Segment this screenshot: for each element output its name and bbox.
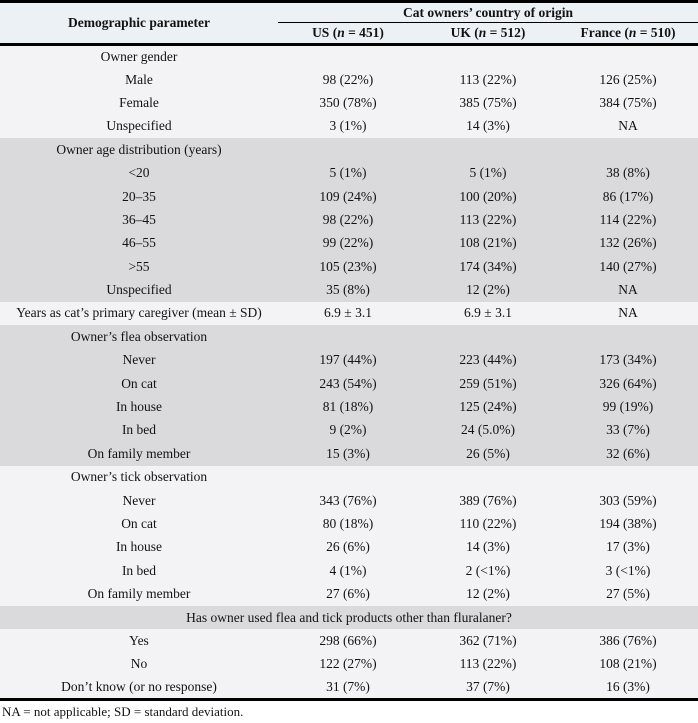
- col-header-france-post: = 510): [636, 25, 676, 40]
- cell-value: 5 (1%): [278, 161, 418, 184]
- n-italic: n: [478, 25, 487, 40]
- cell-value: [558, 466, 698, 489]
- cell-value: 223 (44%): [418, 349, 558, 372]
- table-row: [0, 208, 698, 231]
- col-header-uk: [418, 23, 558, 45]
- cell-value: 38 (8%): [558, 161, 698, 184]
- cell-value: 24 (5.0%): [418, 419, 558, 442]
- table-row: [0, 489, 698, 512]
- cell-value: 98 (22%): [278, 68, 418, 91]
- table-row: [0, 302, 698, 325]
- cell-value: 113 (22%): [418, 208, 558, 231]
- table-row: [0, 395, 698, 418]
- table-header: [0, 2, 698, 45]
- table-row: [0, 653, 698, 676]
- row-label: Years as cat’s primary caregiver (mean ± SD): [0, 302, 278, 325]
- cell-value: 326 (64%): [558, 372, 698, 395]
- cell-value: 194 (38%): [558, 512, 698, 535]
- cell-value: 12 (2%): [418, 582, 558, 605]
- cell-value: 113 (22%): [418, 68, 558, 91]
- row-label: On cat: [0, 372, 278, 395]
- section-heading: Owner’s tick observation: [0, 466, 278, 489]
- row-label: No: [0, 653, 278, 676]
- cell-value: [558, 325, 698, 348]
- cell-value: 33 (7%): [558, 419, 698, 442]
- table-row: [0, 185, 698, 208]
- cell-value: 26 (6%): [278, 536, 418, 559]
- cell-value: [418, 138, 558, 161]
- cell-value: [278, 466, 418, 489]
- cell-value: [558, 45, 698, 68]
- table-row: [0, 232, 698, 255]
- cell-value: 114 (22%): [558, 208, 698, 231]
- cell-value: 386 (76%): [558, 629, 698, 652]
- cell-value: 32 (6%): [558, 442, 698, 465]
- cell-value: 99 (22%): [278, 232, 418, 255]
- row-label: >55: [0, 255, 278, 278]
- cell-value: [278, 138, 418, 161]
- cell-value: 385 (75%): [418, 91, 558, 114]
- table-row: [0, 466, 698, 489]
- cell-value: 6.9 ± 3.1: [278, 302, 418, 325]
- row-label: Yes: [0, 629, 278, 652]
- cell-value: 26 (5%): [418, 442, 558, 465]
- col-header-us-post: = 451): [344, 25, 384, 40]
- cell-value: 105 (23%): [278, 255, 418, 278]
- row-label: Male: [0, 68, 278, 91]
- cell-value: 197 (44%): [278, 349, 418, 372]
- cell-value: 259 (51%): [418, 372, 558, 395]
- cell-value: 12 (2%): [418, 278, 558, 301]
- cell-value: [418, 325, 558, 348]
- table-row: [0, 325, 698, 348]
- cell-value: 4 (1%): [278, 559, 418, 582]
- cell-value: 174 (34%): [418, 255, 558, 278]
- table-row: [0, 629, 698, 652]
- cell-value: 343 (76%): [278, 489, 418, 512]
- cell-value: [558, 138, 698, 161]
- table-row: [0, 372, 698, 395]
- cell-value: 27 (5%): [558, 582, 698, 605]
- cell-value: 27 (6%): [278, 582, 418, 605]
- n-italic: n: [628, 25, 637, 40]
- cell-value: 173 (34%): [558, 349, 698, 372]
- section-heading: Owner’s flea observation: [0, 325, 278, 348]
- row-label: 46–55: [0, 232, 278, 255]
- cell-value: 3 (1%): [278, 115, 418, 138]
- table-row: [0, 419, 698, 442]
- param-header-cell: Demographic parameter: [0, 2, 278, 45]
- table-row: [0, 91, 698, 114]
- row-label: Unspecified: [0, 278, 278, 301]
- row-label: On cat: [0, 512, 278, 535]
- row-label: Never: [0, 349, 278, 372]
- cell-value: 14 (3%): [418, 536, 558, 559]
- cell-value: NA: [558, 115, 698, 138]
- cell-value: 132 (26%): [558, 232, 698, 255]
- cell-value: 14 (3%): [418, 115, 558, 138]
- table-footnote: NA = not applicable; SD = standard deviation.: [0, 701, 698, 720]
- table-row: [0, 536, 698, 559]
- table-row: [0, 68, 698, 91]
- cell-value: 350 (78%): [278, 91, 418, 114]
- row-label: Unspecified: [0, 115, 278, 138]
- section-heading: Owner age distribution (years): [0, 138, 278, 161]
- cell-value: 362 (71%): [418, 629, 558, 652]
- row-label: In bed: [0, 559, 278, 582]
- col-header-france: [558, 23, 698, 45]
- table-row: [0, 349, 698, 372]
- country-span-header: Cat owners’ country of origin: [278, 2, 698, 23]
- table-row: [0, 512, 698, 535]
- cell-value: [418, 466, 558, 489]
- cell-value: 384 (75%): [558, 91, 698, 114]
- cell-value: 140 (27%): [558, 255, 698, 278]
- cell-value: 126 (25%): [558, 68, 698, 91]
- row-label: In bed: [0, 419, 278, 442]
- table-row: [0, 559, 698, 582]
- cell-value: 81 (18%): [278, 395, 418, 418]
- cell-value: 5 (1%): [418, 161, 558, 184]
- cell-value: 98 (22%): [278, 208, 418, 231]
- row-label: In house: [0, 536, 278, 559]
- cell-value: 109 (24%): [278, 185, 418, 208]
- table-row: [0, 582, 698, 605]
- table-row: [0, 255, 698, 278]
- cell-value: 100 (20%): [418, 185, 558, 208]
- cell-value: 86 (17%): [558, 185, 698, 208]
- section-question: Has owner used flea and tick products other than fluralaner?: [0, 606, 698, 629]
- cell-value: 15 (3%): [278, 442, 418, 465]
- cell-value: 6.9 ± 3.1: [418, 302, 558, 325]
- cell-value: 17 (3%): [558, 536, 698, 559]
- row-label: In house: [0, 395, 278, 418]
- row-label: Female: [0, 91, 278, 114]
- row-label: 20–35: [0, 185, 278, 208]
- cell-value: 122 (27%): [278, 653, 418, 676]
- table-row: [0, 278, 698, 301]
- cell-value: 35 (8%): [278, 278, 418, 301]
- row-label: On family member: [0, 582, 278, 605]
- cell-value: 125 (24%): [418, 395, 558, 418]
- row-label: Don’t know (or no response): [0, 676, 278, 699]
- cell-value: NA: [558, 278, 698, 301]
- cell-value: 3 (<1%): [558, 559, 698, 582]
- table-row: [0, 676, 698, 699]
- table-row: [0, 442, 698, 465]
- cell-value: 16 (3%): [558, 676, 698, 699]
- cell-value: 298 (66%): [278, 629, 418, 652]
- col-header-us: [278, 23, 418, 45]
- col-header-uk-post: = 512): [486, 25, 526, 40]
- table-row: [0, 606, 698, 629]
- cell-value: 2 (<1%): [418, 559, 558, 582]
- table-row: [0, 115, 698, 138]
- cell-value: 37 (7%): [418, 676, 558, 699]
- cell-value: [418, 45, 558, 68]
- cell-value: [278, 45, 418, 68]
- table-row: [0, 45, 698, 68]
- table-row: [0, 138, 698, 161]
- cell-value: [278, 325, 418, 348]
- cell-value: 9 (2%): [278, 419, 418, 442]
- row-label: 36–45: [0, 208, 278, 231]
- table-row: [0, 161, 698, 184]
- cell-value: 99 (19%): [558, 395, 698, 418]
- col-header-france-pre: France (: [580, 25, 629, 40]
- section-heading: Owner gender: [0, 45, 278, 68]
- cell-value: 303 (59%): [558, 489, 698, 512]
- cell-value: 243 (54%): [278, 372, 418, 395]
- table-body: [0, 45, 698, 700]
- cell-value: NA: [558, 302, 698, 325]
- row-label: <20: [0, 161, 278, 184]
- cell-value: 31 (7%): [278, 676, 418, 699]
- row-label: Never: [0, 489, 278, 512]
- col-header-us-pre: US (: [312, 25, 338, 40]
- row-label: On family member: [0, 442, 278, 465]
- col-header-uk-pre: UK (: [450, 25, 479, 40]
- cell-value: 108 (21%): [558, 653, 698, 676]
- cell-value: 108 (21%): [418, 232, 558, 255]
- cell-value: 113 (22%): [418, 653, 558, 676]
- cell-value: 110 (22%): [418, 512, 558, 535]
- n-italic: n: [337, 25, 345, 40]
- cell-value: 389 (76%): [418, 489, 558, 512]
- cell-value: 80 (18%): [278, 512, 418, 535]
